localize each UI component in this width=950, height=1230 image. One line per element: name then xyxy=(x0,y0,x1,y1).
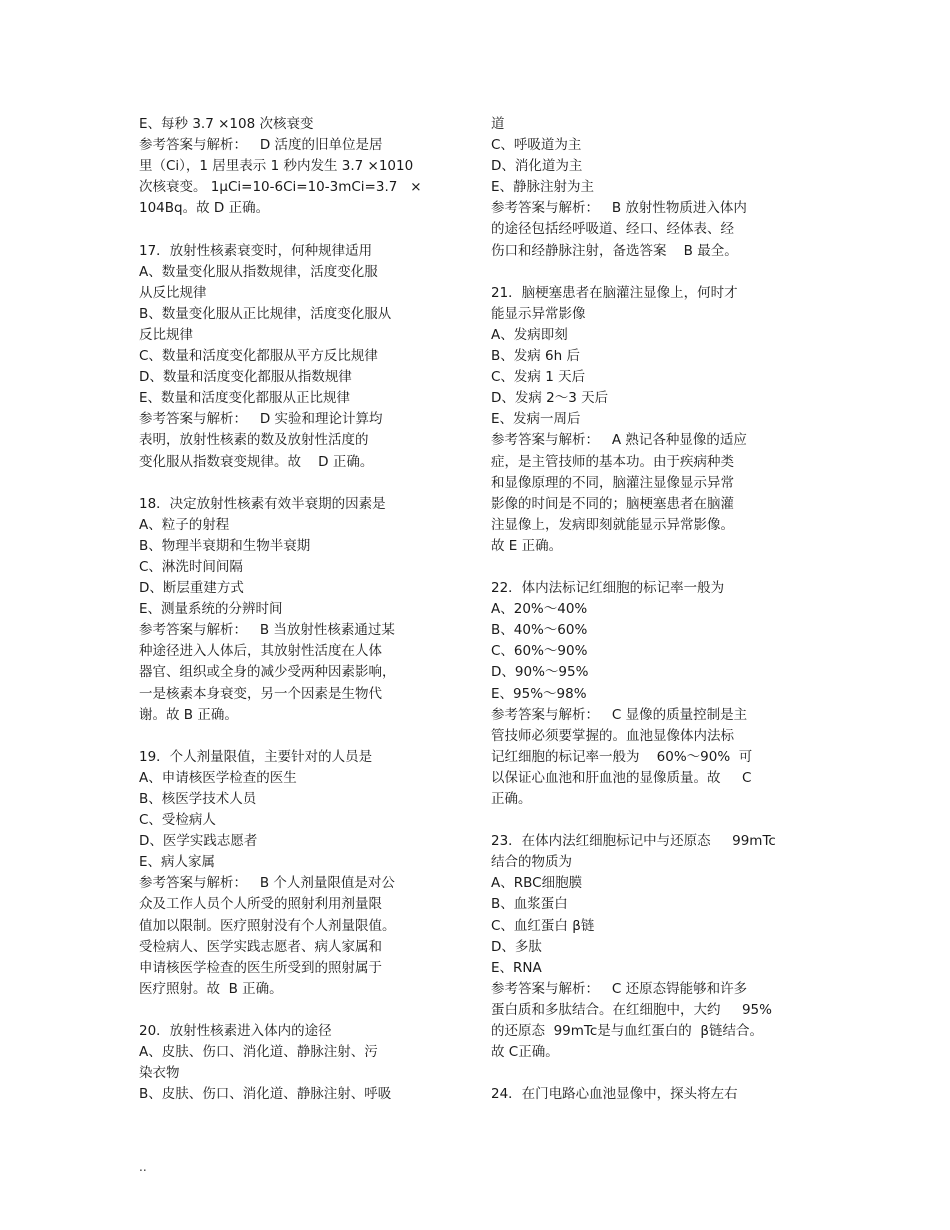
text-line: 21．脑梗塞患者在脑灌注显像上，何时才 xyxy=(491,284,738,301)
text-line: C、发病 1 天后 xyxy=(491,369,586,386)
text-line: E、数量和活度变化都服从正比规律 xyxy=(139,390,351,407)
text-line: 值加以限制。医疗照射没有个人剂量限值。 xyxy=(139,917,396,934)
text-line: 能显示异常影像 xyxy=(491,305,586,322)
text-line: 众及工作人员个人所受的照射利用剂量限 xyxy=(139,896,382,913)
left-column xyxy=(139,114,459,1105)
text-line: A、申请核医学检查的医生 xyxy=(139,769,297,786)
text-line: 注显像上，发病即刻就能显示异常影像。 xyxy=(491,516,734,533)
text-line: 反比规律 xyxy=(139,326,193,343)
text-line: 参考答案与解析： D 活度的旧单位是居 xyxy=(139,137,383,154)
text-line: 影像的时间是不同的；脑梗塞患者在脑灌 xyxy=(491,495,734,512)
text-line: 变化服从指数衰变规律。故 D 正确。 xyxy=(139,453,374,470)
text-line: E、发病一周后 xyxy=(491,411,581,428)
paragraph-gap xyxy=(491,262,811,283)
right-column xyxy=(491,114,811,1105)
text-line: E、病人家属 xyxy=(139,854,216,871)
text-line: 管技师必须要掌握的。血池显像体内法标 xyxy=(491,727,734,744)
text-line: C、呼吸道为主 xyxy=(491,137,582,154)
text-line: 从反比规律 xyxy=(139,284,207,301)
text-line: 一是核素本身衰变，另一个因素是生物代 xyxy=(139,685,382,702)
text-line: 参考答案与解析： B 个人剂量限值是对公 xyxy=(139,875,395,892)
text-line: A、RBC细胞膜 xyxy=(491,875,583,892)
text-line: D、消化道为主 xyxy=(491,158,583,175)
text-line: 23．在体内法红细胞标记中与还原态 99mTc xyxy=(491,833,776,850)
text-line: 参考答案与解析： C 还原态锝能够和许多 xyxy=(491,980,748,997)
text-line: 种途径进入人体后，其放射性活度在人体 xyxy=(139,643,382,660)
text-line: B、40%～60% xyxy=(491,622,588,639)
paragraph-gap xyxy=(491,1063,811,1084)
text-line: C、受检病人 xyxy=(139,812,216,829)
text-line: 参考答案与解析： B 当放射性核素通过某 xyxy=(139,622,395,639)
text-line: 里（Ci），1 居里表示 1 秒内发生 3.7 ×1010 xyxy=(139,158,414,175)
text-line: E、测量系统的分辨时间 xyxy=(139,601,283,618)
text-line: D、发病 2～3 天后 xyxy=(491,390,609,407)
text-line: 蛋白质和多肽结合。在红细胞中，大约 95% xyxy=(491,1001,772,1018)
text-line: D、多肽 xyxy=(491,938,542,955)
text-line: B、皮肤、伤口、消化道、静脉注射、呼吸 xyxy=(139,1086,392,1103)
text-line: 道 xyxy=(491,116,505,132)
text-line: 染衣物 xyxy=(139,1065,180,1082)
text-line: E、RNA xyxy=(491,959,542,976)
paragraph-gap xyxy=(491,810,811,831)
text-line: D、90%～95% xyxy=(491,664,589,681)
text-line: 正确。 xyxy=(491,791,532,807)
text-line: 医疗照射。故 B 正确。 xyxy=(139,980,283,997)
text-line: 故 E 正确。 xyxy=(491,537,563,554)
text-line: C、血红蛋白 β链 xyxy=(491,917,595,934)
text-line: 症，是主管技师的基本功。由于疾病种类 xyxy=(491,453,734,470)
paragraph-gap xyxy=(139,726,459,747)
text-line: 参考答案与解析： A 熟记各种显像的适应 xyxy=(491,432,747,449)
text-line: 104Bq。故 D 正确。 xyxy=(139,200,270,217)
text-line: A、数量变化服从指数规律，活度变化服 xyxy=(139,263,378,280)
text-line: B、血浆蛋白 xyxy=(491,896,568,913)
text-line: C、淋洗时间间隔 xyxy=(139,558,243,575)
text-line: E、每秒 3.7 ×108 次核衰变 xyxy=(139,116,314,132)
text-line: 申请核医学检查的医生所受到的照射属于 xyxy=(139,959,382,976)
text-line: E、95%～98% xyxy=(491,685,587,702)
text-line: 结合的物质为 xyxy=(491,854,572,871)
text-line: 和显像原理的不同，脑灌注显像显示异常 xyxy=(491,474,734,491)
paragraph-gap xyxy=(139,473,459,494)
paragraph-gap xyxy=(139,1000,459,1021)
text-line: A、20%～40% xyxy=(491,601,588,618)
text-line: B、发病 6h 后 xyxy=(491,348,580,365)
text-line: 受检病人、医学实践志愿者、病人家属和 xyxy=(139,938,382,955)
text-line: D、数量和活度变化都服从指数规律 xyxy=(139,369,352,386)
text-line: 器官、组织或全身的减少受两种因素影响， xyxy=(139,664,396,681)
text-line: 表明，放射性核素的数及放射性活度的 xyxy=(139,432,369,449)
text-line: 的途径包括经呼吸道、经口、经体表、经 xyxy=(491,221,734,238)
text-line: 19．个人剂量限值，主要针对的人员是 xyxy=(139,748,373,765)
text-line: 24．在门电路心血池显像中，探头将左右 xyxy=(491,1086,738,1103)
text-line: 22．体内法标记红细胞的标记率一般为 xyxy=(491,580,725,597)
text-line: D、医学实践志愿者 xyxy=(139,833,258,850)
text-line: E、静脉注射为主 xyxy=(491,179,595,196)
text-line: 参考答案与解析： D 实验和理论计算均 xyxy=(139,411,383,428)
text-line: 17．放射性核素衰变时，何种规律适用 xyxy=(139,242,373,259)
text-line: A、发病即刻 xyxy=(491,326,568,343)
text-line: 记红细胞的标记率一般为 60%～90% 可 xyxy=(491,748,753,765)
text-line: 参考答案与解析： B 放射性物质进入体内 xyxy=(491,200,747,217)
text-line: B、物理半衰期和生物半衰期 xyxy=(139,537,311,554)
text-line: B、核医学技术人员 xyxy=(139,791,257,807)
text-line: 故 C正确。 xyxy=(491,1044,559,1061)
text-line: 20．放射性核素进入体内的途径 xyxy=(139,1023,332,1040)
text-line: 次核衰变。 1μCi=10-6Ci=10-3mCi=3.7 × xyxy=(139,179,422,196)
text-line: B、数量变化服从正比规律，活度变化服从 xyxy=(139,305,392,322)
text-line: C、数量和活度变化都服从平方反比规律 xyxy=(139,348,378,365)
text-line: A、皮肤、伤口、消化道、静脉注射、污 xyxy=(139,1044,378,1061)
text-line: D、断层重建方式 xyxy=(139,580,244,597)
text-line: A、粒子的射程 xyxy=(139,516,230,533)
paragraph-gap xyxy=(491,557,811,578)
page-footer-marker: .. xyxy=(139,1160,147,1174)
paragraph-gap xyxy=(139,219,459,240)
text-line: 参考答案与解析： C 显像的质量控制是主 xyxy=(491,706,748,723)
text-line: 谢。故 B 正确。 xyxy=(139,706,238,723)
text-line: 以保证心血池和肝血池的显像质量。故 C xyxy=(491,769,752,786)
text-line: 的还原态 99mTc是与血红蛋白的 β链结合。 xyxy=(491,1023,763,1040)
text-line: 伤口和经静脉注射，备选答案 B 最全。 xyxy=(491,242,738,259)
text-line: 18．决定放射性核素有效半衰期的因素是 xyxy=(139,495,386,512)
text-line: C、60%～90% xyxy=(491,643,588,660)
